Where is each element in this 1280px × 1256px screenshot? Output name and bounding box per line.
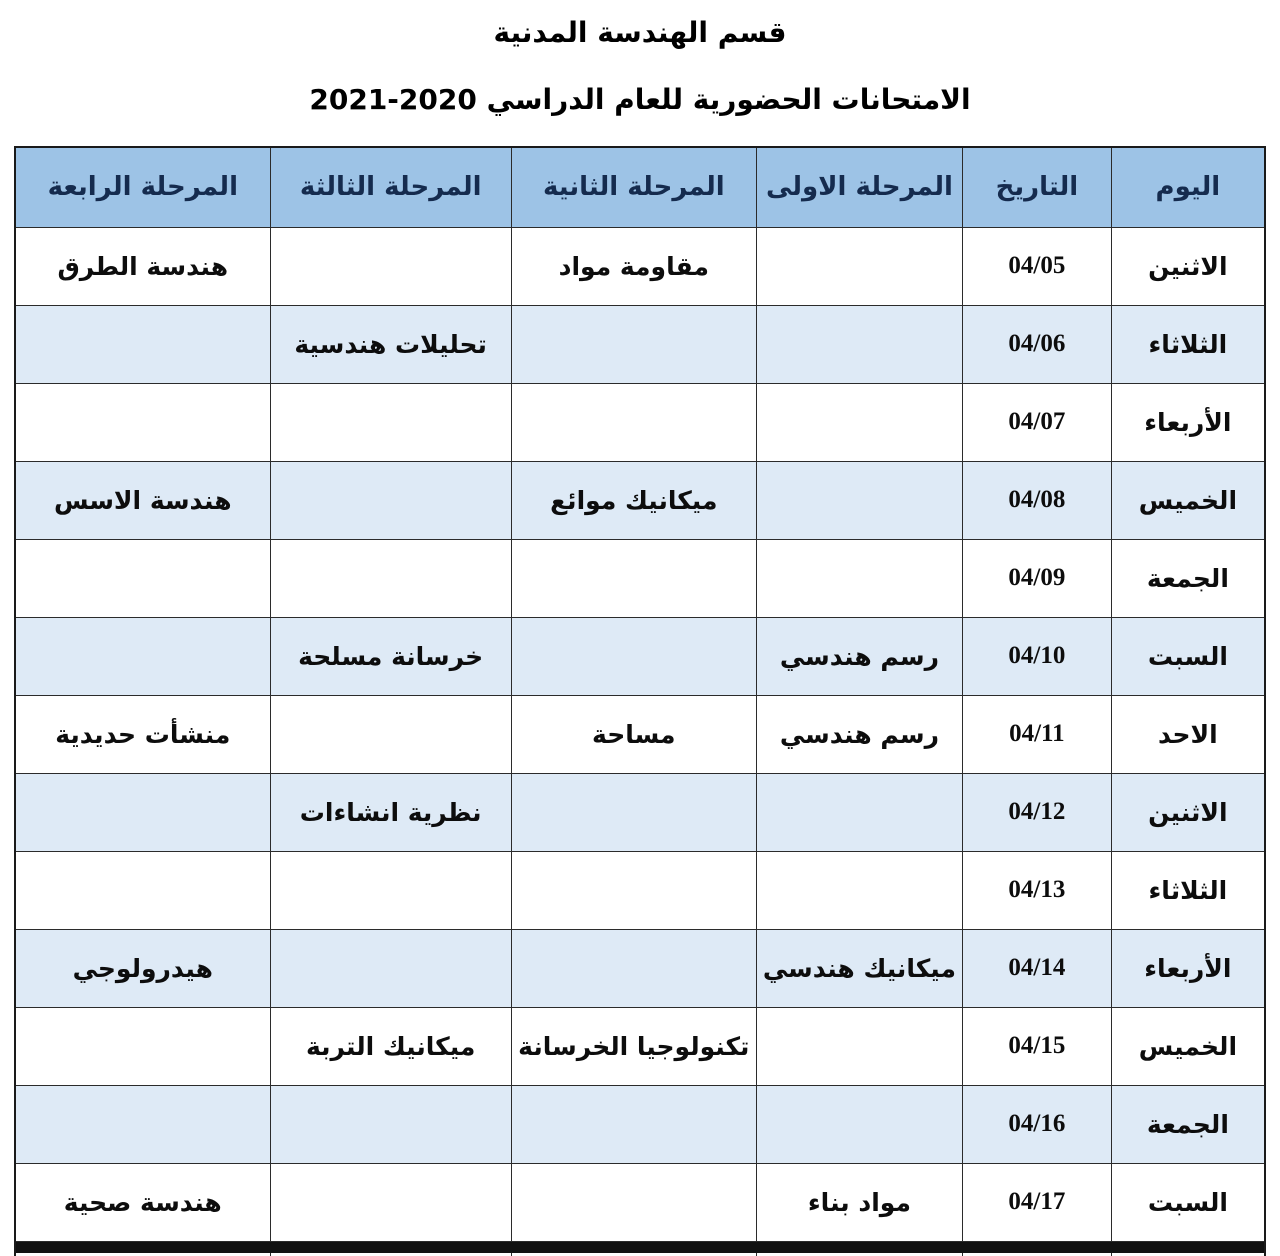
date-cell xyxy=(963,695,1112,773)
empty-cell xyxy=(756,1252,962,1256)
stage4-cell xyxy=(15,1007,270,1085)
date-cell xyxy=(963,929,1112,1007)
stage3-cell xyxy=(270,929,511,1007)
date-cell xyxy=(963,461,1112,539)
column-header-stage1: المرحلة الاولى xyxy=(756,147,962,227)
date-value: 04/17 xyxy=(1008,1188,1066,1215)
page-subtitle-text: الامتحانات الحضورية للعام الدراسي xyxy=(486,83,971,116)
partial-next-row xyxy=(15,1252,1265,1256)
exam-schedule-table xyxy=(14,146,1266,1256)
stage3-cell: خرسانة مسلحة xyxy=(270,617,511,695)
column-header-date: التاريخ xyxy=(963,147,1112,227)
day-cell: الاثنين xyxy=(1111,227,1265,305)
day-cell: الثلاثاء xyxy=(1111,305,1265,383)
stage2-cell: ميكانيك موائع xyxy=(511,461,756,539)
stage4-cell: منشأت حديدية xyxy=(15,695,270,773)
stage1-cell xyxy=(756,1085,962,1163)
stage2-cell: تكنولوجيا الخرسانة xyxy=(511,1007,756,1085)
empty-cell xyxy=(270,1252,511,1256)
day-cell: الأربعاء xyxy=(1111,929,1265,1007)
table-header-row xyxy=(15,147,1265,227)
stage1-cell: ميكانيك هندسي xyxy=(756,929,962,1007)
day-cell: الاثنين xyxy=(1111,773,1265,851)
table-row xyxy=(15,461,1265,539)
table-row xyxy=(15,383,1265,461)
column-header-day: اليوم xyxy=(1111,147,1265,227)
date-cell xyxy=(963,851,1112,929)
stage3-cell xyxy=(270,383,511,461)
date-cell xyxy=(963,305,1112,383)
stage2-cell xyxy=(511,1163,756,1241)
stage4-cell xyxy=(15,305,270,383)
stage3-cell: نظرية انشاءات xyxy=(270,773,511,851)
stage2-cell xyxy=(511,1085,756,1163)
stage1-cell xyxy=(756,461,962,539)
page-subtitle xyxy=(14,83,1266,116)
date-value: 04/10 xyxy=(1008,642,1066,669)
stage1-cell: رسم هندسي xyxy=(756,617,962,695)
date-value: 04/16 xyxy=(1008,1110,1066,1137)
day-cell: الجمعة xyxy=(1111,1085,1265,1163)
date-value: 04/15 xyxy=(1008,1032,1066,1059)
empty-cell xyxy=(511,1252,756,1256)
stage4-cell xyxy=(15,773,270,851)
stage2-cell xyxy=(511,617,756,695)
empty-cell xyxy=(1111,1252,1265,1256)
day-cell: الخميس xyxy=(1111,1007,1265,1085)
stage2-cell xyxy=(511,851,756,929)
stage4-cell: هندسة الطرق xyxy=(15,227,270,305)
stage2-cell xyxy=(511,383,756,461)
day-cell: الأربعاء xyxy=(1111,383,1265,461)
page-subtitle-years: 2021-2020 xyxy=(309,83,477,116)
table-header xyxy=(15,147,1265,227)
date-value: 04/08 xyxy=(1008,486,1066,513)
table-row xyxy=(15,227,1265,305)
stage1-cell: رسم هندسي xyxy=(756,695,962,773)
stage1-cell xyxy=(756,227,962,305)
stage4-cell: هندسة الاسس xyxy=(15,461,270,539)
date-cell xyxy=(963,1007,1112,1085)
empty-cell xyxy=(15,1252,270,1256)
date-cell xyxy=(963,539,1112,617)
column-header-stage3: المرحلة الثالثة xyxy=(270,147,511,227)
table-row xyxy=(15,305,1265,383)
stage3-cell xyxy=(270,1163,511,1241)
date-value: 04/06 xyxy=(1008,330,1066,357)
stage3-cell xyxy=(270,461,511,539)
stage1-cell xyxy=(756,773,962,851)
table-row xyxy=(15,773,1265,851)
stage2-cell: مقاومة مواد xyxy=(511,227,756,305)
date-value: 04/11 xyxy=(1009,720,1065,747)
empty-cell xyxy=(963,1252,1112,1256)
stage3-cell: ميكانيك التربة xyxy=(270,1007,511,1085)
date-value: 04/05 xyxy=(1008,252,1066,279)
stage3-cell xyxy=(270,227,511,305)
stage4-cell xyxy=(15,383,270,461)
day-cell: الجمعة xyxy=(1111,539,1265,617)
stage1-cell xyxy=(756,305,962,383)
day-cell: الثلاثاء xyxy=(1111,851,1265,929)
stage3-cell xyxy=(270,695,511,773)
date-value: 04/12 xyxy=(1008,798,1066,825)
day-cell: السبت xyxy=(1111,1163,1265,1241)
stage2-cell xyxy=(511,539,756,617)
stage4-cell xyxy=(15,617,270,695)
table-row xyxy=(15,617,1265,695)
stage3-cell: تحليلات هندسية xyxy=(270,305,511,383)
table-row xyxy=(15,1085,1265,1163)
table-row xyxy=(15,695,1265,773)
stage1-cell: مواد بناء xyxy=(756,1163,962,1241)
stage2-cell: مساحة xyxy=(511,695,756,773)
table-row xyxy=(15,1163,1265,1241)
stage4-cell xyxy=(15,851,270,929)
table-row xyxy=(15,851,1265,929)
stage2-cell xyxy=(511,305,756,383)
table-body xyxy=(15,227,1265,1256)
table-row xyxy=(15,929,1265,1007)
stage2-cell xyxy=(511,929,756,1007)
date-cell xyxy=(963,617,1112,695)
date-value: 04/14 xyxy=(1008,954,1066,981)
section-separator-band xyxy=(15,1241,1265,1252)
table-row xyxy=(15,1007,1265,1085)
stage1-cell xyxy=(756,383,962,461)
stage4-cell: هندسة صحية xyxy=(15,1163,270,1241)
day-cell: السبت xyxy=(1111,617,1265,695)
page-title: قسم الهندسة المدنية xyxy=(493,16,787,49)
stage3-cell xyxy=(270,539,511,617)
stage1-cell xyxy=(756,539,962,617)
stage1-cell xyxy=(756,851,962,929)
date-cell xyxy=(963,1163,1112,1241)
date-value: 04/09 xyxy=(1008,564,1066,591)
section-separator xyxy=(15,1241,1265,1252)
date-value: 04/07 xyxy=(1008,408,1066,435)
stage4-cell xyxy=(15,1085,270,1163)
table-row xyxy=(15,539,1265,617)
stage3-cell xyxy=(270,1085,511,1163)
date-cell xyxy=(963,773,1112,851)
stage3-cell xyxy=(270,851,511,929)
day-cell: الاحد xyxy=(1111,695,1265,773)
stage1-cell xyxy=(756,1007,962,1085)
date-value: 04/13 xyxy=(1008,876,1066,903)
stage2-cell xyxy=(511,773,756,851)
stage4-cell xyxy=(15,539,270,617)
date-cell xyxy=(963,383,1112,461)
date-cell xyxy=(963,1085,1112,1163)
day-cell: الخميس xyxy=(1111,461,1265,539)
column-header-stage4: المرحلة الرابعة xyxy=(15,147,270,227)
column-header-stage2: المرحلة الثانية xyxy=(511,147,756,227)
stage4-cell: هيدرولوجي xyxy=(15,929,270,1007)
date-cell xyxy=(963,227,1112,305)
